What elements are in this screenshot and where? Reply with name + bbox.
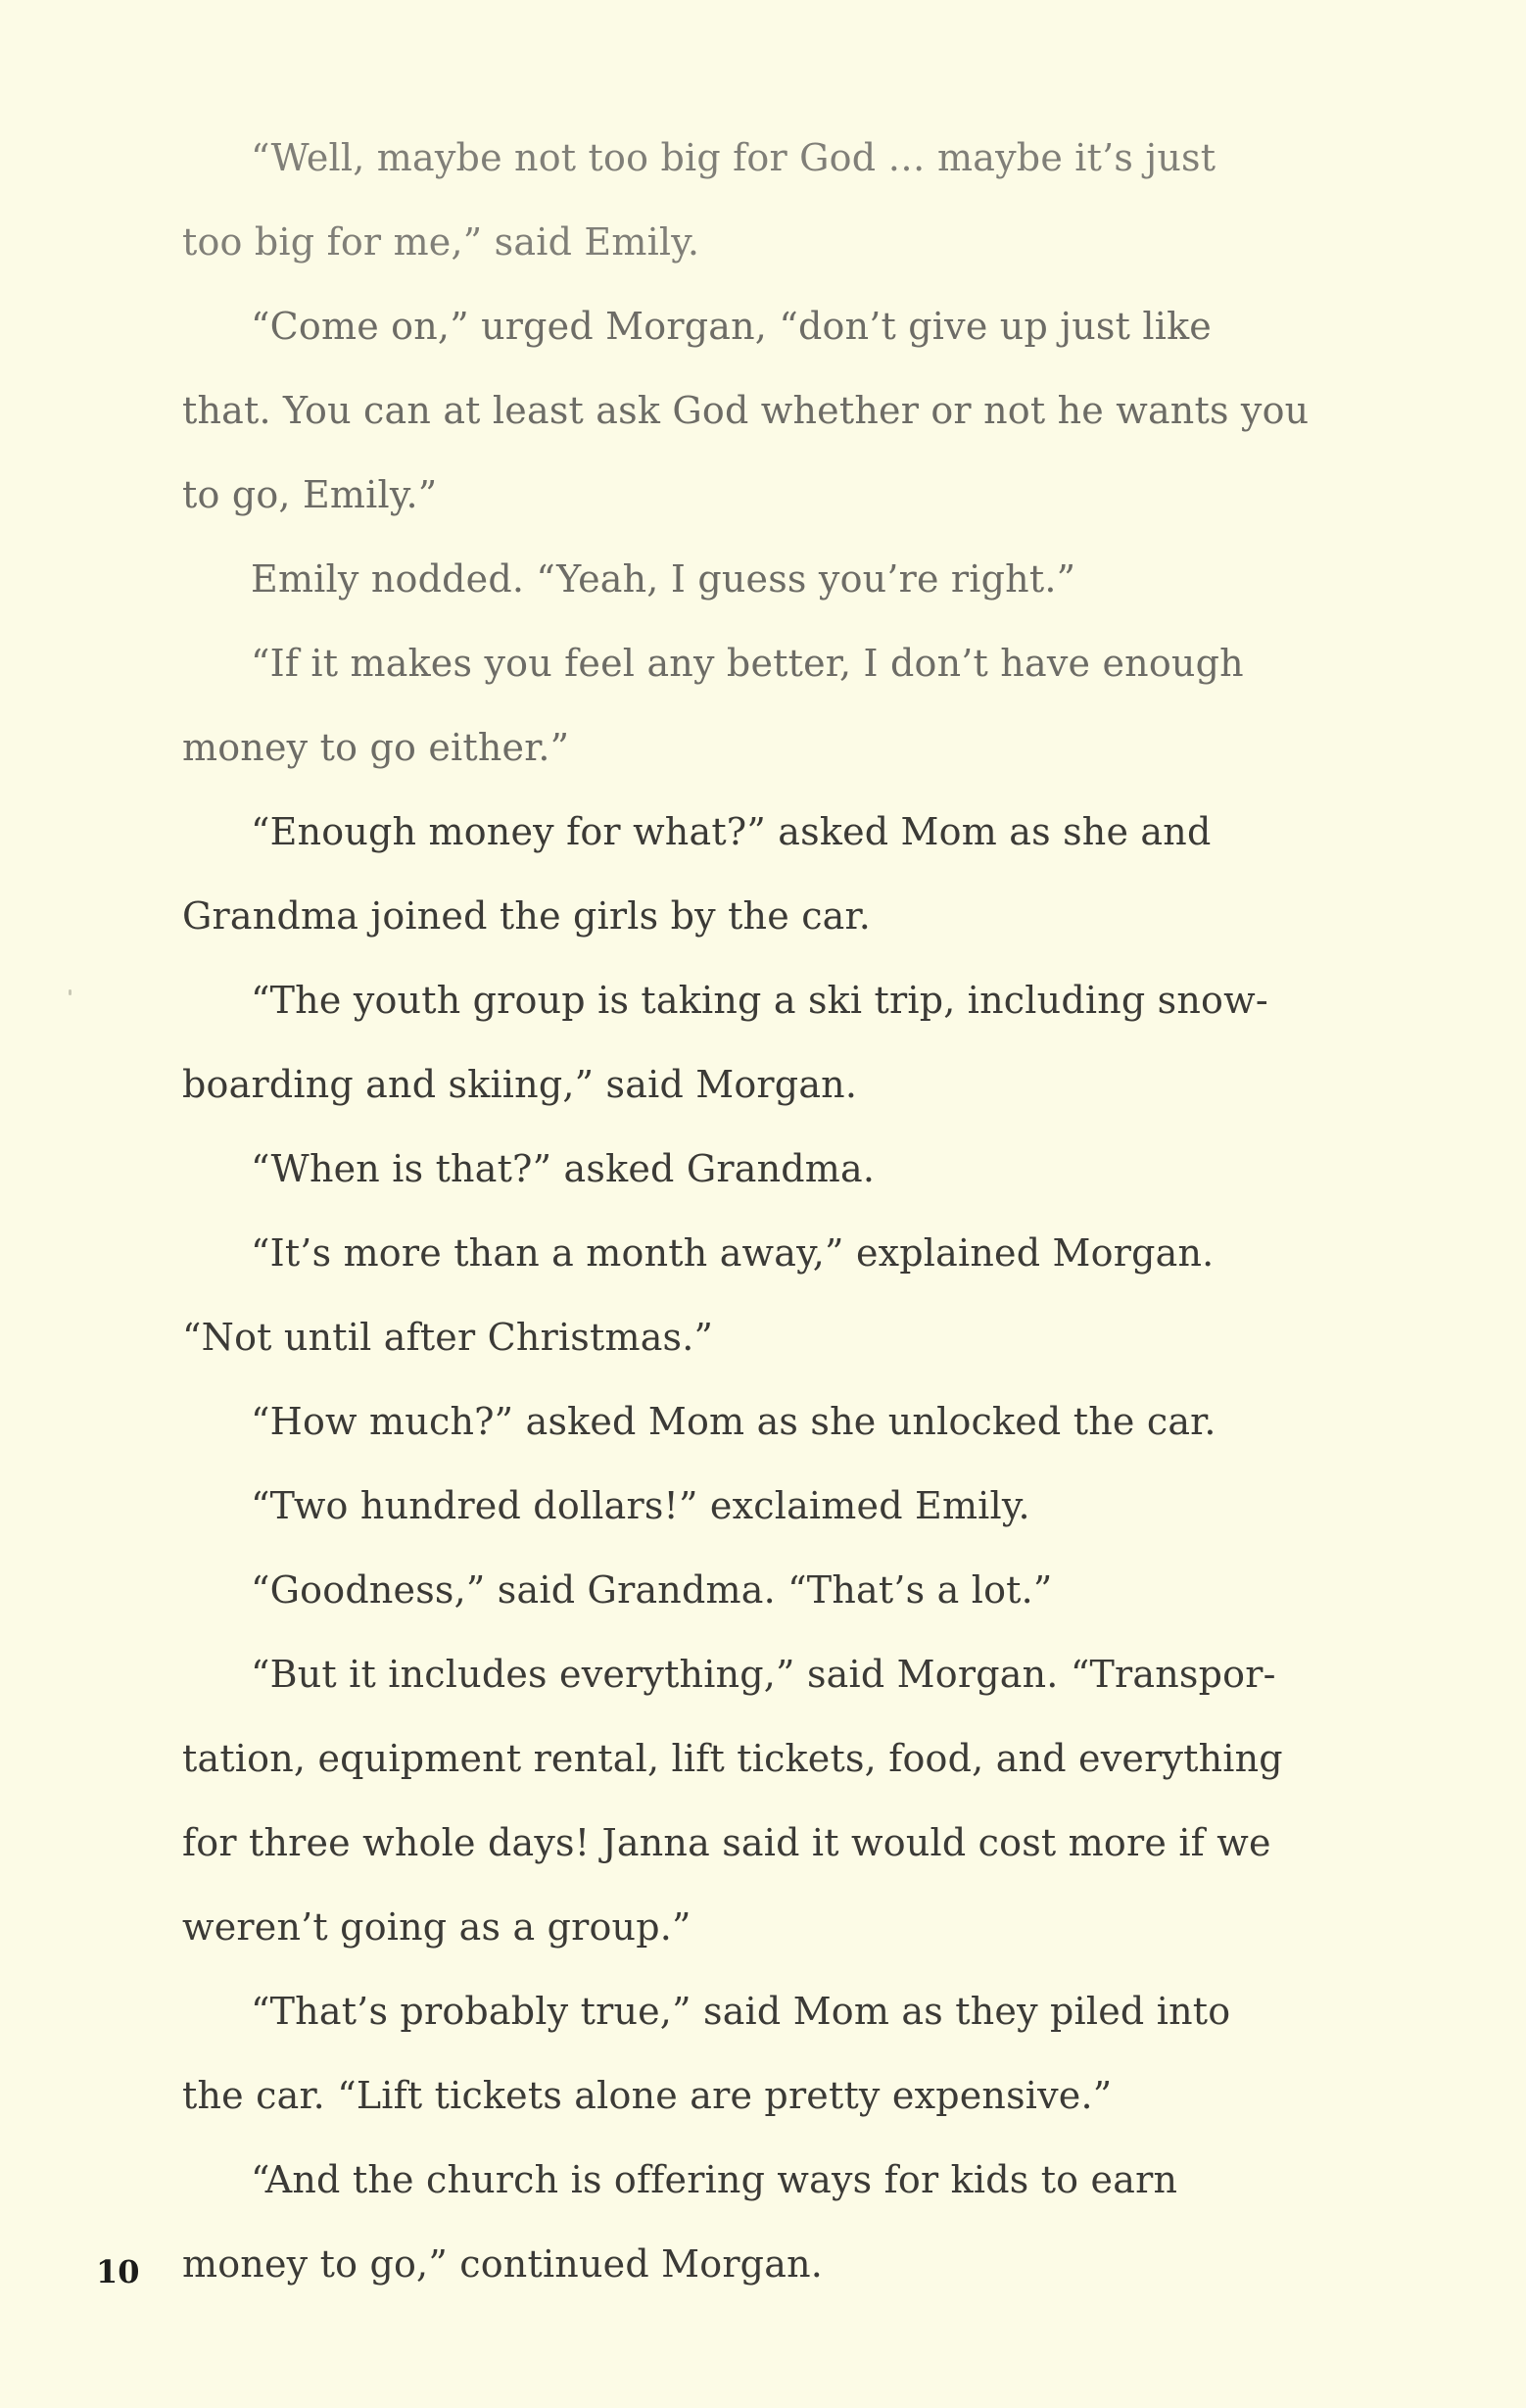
text-line: for three whole days! Janna said it would cost more if we — [182, 1821, 1271, 1864]
text-line: the car. “Lift tickets alone are pretty expensive.” — [182, 2074, 1113, 2117]
text-line: Grandma joined the girls by the car. — [182, 894, 872, 938]
text-line: “Not until after Christmas.” — [182, 1316, 714, 1359]
text-line: Emily nodded. “Yeah, I guess you’re right.” — [251, 557, 1076, 601]
text-line: boarding and skiing,” said Morgan. — [182, 1063, 858, 1106]
text-line: that. You can at least ask God whether or not he wants you — [182, 389, 1310, 432]
body-text — [182, 116, 1338, 2306]
text-line: “If it makes you feel any better, I don’t have enough — [251, 642, 1244, 685]
text-line: “The youth group is taking a ski trip, including snow- — [251, 979, 1268, 1022]
text-line: “Two hundred dollars!” exclaimed Emily. — [251, 1484, 1030, 1527]
text-line: to go, Emily.” — [182, 473, 438, 516]
text-line: “And the church is offering ways for kids to earn — [251, 2158, 1178, 2201]
text-line: too big for me,” said Emily. — [182, 220, 700, 264]
text-line: weren’t going as a group.” — [182, 1905, 691, 1949]
page-number: 10 — [96, 2253, 140, 2290]
text-line: “It’s more than a month away,” explained Morgan. — [251, 1231, 1215, 1275]
text-line: “Enough money for what?” asked Mom as she and — [251, 810, 1212, 853]
text-line: “But it includes everything,” said Morgan. “Transpor- — [251, 1653, 1276, 1696]
text-line: “Goodness,” said Grandma. “That’s a lot.” — [251, 1568, 1053, 1612]
text-line: tation, equipment rental, lift tickets, food, and everything — [182, 1737, 1283, 1780]
scan-speck — [69, 989, 72, 995]
text-line: money to go,” continued Morgan. — [182, 2242, 824, 2286]
text-line: “Come on,” urged Morgan, “don’t give up just like — [251, 305, 1212, 348]
text-line: “Well, maybe not too big for God … maybe it’s just — [251, 136, 1216, 179]
text-line: “How much?” asked Mom as she unlocked the car. — [251, 1400, 1216, 1443]
text-line: “When is that?” asked Grandma. — [251, 1147, 876, 1190]
text-line: “That’s probably true,” said Mom as they piled into — [251, 1990, 1231, 2033]
text-line: money to go either.” — [182, 726, 570, 769]
